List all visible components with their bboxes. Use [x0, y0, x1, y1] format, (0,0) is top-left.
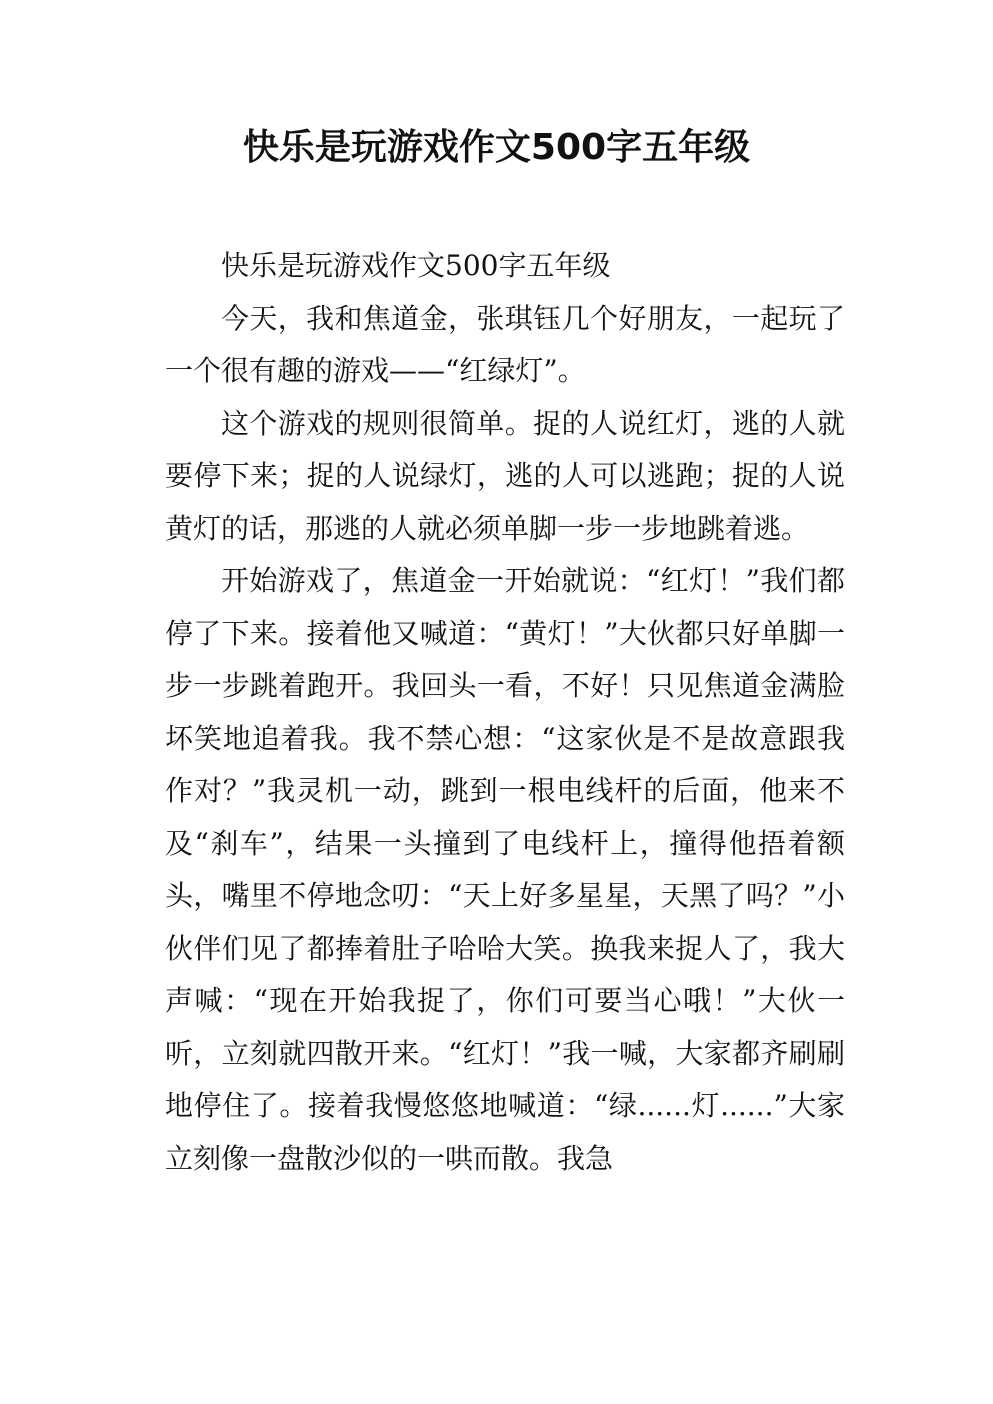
paragraph-intro: 今天，我和焦道金，张琪钰几个好朋友，一起玩了一个很有趣的游戏——“红绿灯”。 — [165, 301, 845, 387]
paragraph-story: 开始游戏了，焦道金一开始就说：“红灯！”我们都停了下来。接着他又喊道：“黄灯！”大伙都只好单脚一步一步跳着跑开。我回头一看，不好！只见焦道金满脸坏笑地追着我。我不禁心想：“这家伙是不是故意跟我作对？”我灵机一动，跳到一根电线杆的后面，他来不及“刹车”，结果一头撞到了电线杆上，撞得他捂着额头，嘴里不停地念叨：“天上好多星星，天黑了吗？”小伙伴们见了都捧着肚子哈哈大笑。换我来捉人了，我大声喊：“现在开始我捉了，你们可要当心哦！”大伙一听，立刻就四散开来。“红灯！”我一喊，大家都齐刷刷地停住了。接着我慢悠悠地喊道：“绿......灯......”大家立刻像一盘散沙似的一哄而散。我急 — [165, 564, 845, 1175]
document-body — [165, 240, 845, 1185]
document-title: 快乐是玩游戏作文500字五年级 — [242, 127, 751, 168]
paragraph-rules: 这个游戏的规则很简单。捉的人说红灯，逃的人就要停下来；捉的人说绿灯，逃的人可以逃跑；捉的人说黄灯的话，那逃的人就必须单脚一步一步地跳着逃。 — [165, 406, 845, 545]
paragraph-heading-repeat: 快乐是玩游戏作文500字五年级 — [221, 249, 611, 282]
